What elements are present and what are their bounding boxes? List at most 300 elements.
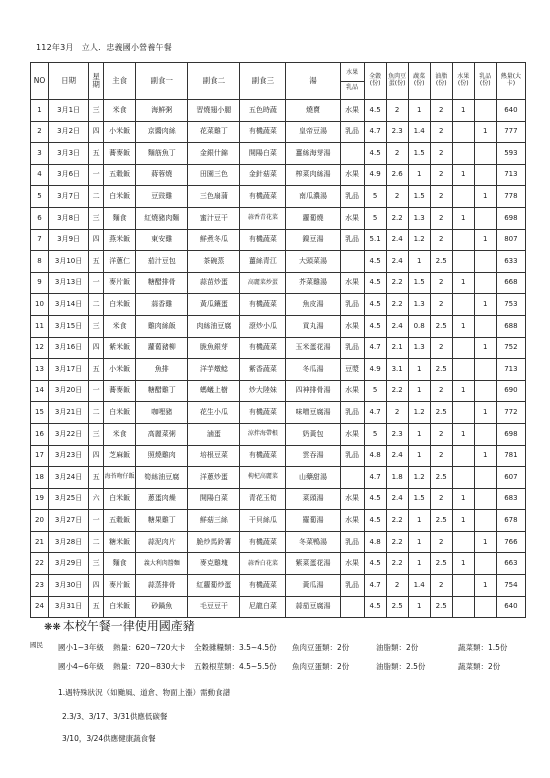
cell-oil: 2	[430, 121, 452, 143]
cell-grains: 4.8	[364, 445, 386, 467]
cell-kcal: 778	[496, 186, 525, 208]
cell-fruit-serving: 1	[452, 164, 474, 186]
cell-oil: 2.5	[430, 467, 452, 489]
cell-weekday: 四	[89, 445, 104, 467]
cell-kcal: 713	[496, 164, 525, 186]
header-weekday: 星期	[89, 63, 104, 100]
cell-kcal: 683	[496, 488, 525, 510]
header-side1: 副食一	[136, 63, 188, 100]
cell-side2: 黃瓜鑲蛋	[188, 294, 240, 316]
cell-side2: 螞蟻上樹	[188, 380, 240, 402]
cell-soup: 大頭菜湯	[286, 251, 340, 273]
cell-staple: 燕米飯	[104, 229, 136, 251]
cell-soup: 玉米蛋花湯	[286, 337, 340, 359]
nutrition-grade: 國小4~6年級	[58, 662, 104, 671]
cell-fruit-serving: 1	[452, 553, 474, 575]
cell-veg: 1.5	[408, 272, 430, 294]
cell-soup: 紫菜蛋花湯	[286, 553, 340, 575]
cell-fruit-or-milk: 水果	[340, 488, 364, 510]
cell-weekday: 三	[89, 207, 104, 229]
table-row	[31, 121, 526, 143]
cell-veg: 1	[408, 531, 430, 553]
cell-fruit-or-milk: 水果	[340, 272, 364, 294]
cell-date: 3月1日	[49, 100, 89, 122]
cell-oil: 2.5	[430, 315, 452, 337]
cell-protein: 2	[386, 402, 408, 424]
cell-grains: 5.1	[364, 229, 386, 251]
cell-date: 3月31日	[49, 596, 89, 618]
cell-fruit-serving	[452, 467, 474, 489]
cell-date: 3月20日	[49, 380, 89, 402]
cell-oil: 2	[430, 445, 452, 467]
cell-no: 11	[31, 315, 49, 337]
cell-fruit-or-milk: 乳品	[340, 445, 364, 467]
cell-no: 23	[31, 575, 49, 597]
cell-soup: 雲吞湯	[286, 445, 340, 467]
cell-no: 24	[31, 596, 49, 618]
cell-milk-serving	[474, 359, 496, 381]
cell-veg: 1.3	[408, 337, 430, 359]
cell-staple: 麵食	[104, 207, 136, 229]
cell-oil: 2	[430, 337, 452, 359]
cell-fruit-or-milk: 水果	[340, 315, 364, 337]
cell-grains: 5	[364, 423, 386, 445]
cell-oil: 2	[430, 488, 452, 510]
cell-veg: 1.3	[408, 294, 430, 316]
cell-fruit-serving	[452, 294, 474, 316]
cell-oil: 2	[430, 164, 452, 186]
cell-oil: 2	[430, 575, 452, 597]
cell-soup: 山藥甜湯	[286, 467, 340, 489]
cell-side2: 田園三色	[188, 164, 240, 186]
cell-veg: 1.5	[408, 186, 430, 208]
cell-side1: 魚排	[136, 359, 188, 381]
cell-fruit-serving: 1	[452, 380, 474, 402]
cell-side2: 鮮煮冬瓜	[188, 229, 240, 251]
cell-side2: 毛豆豆干	[188, 596, 240, 618]
cell-side1: 蒜蒸排骨	[136, 575, 188, 597]
cell-kcal: 688	[496, 315, 525, 337]
cell-oil: 2	[430, 186, 452, 208]
cell-veg: 1.4	[408, 121, 430, 143]
cell-protein: 1.8	[386, 467, 408, 489]
nutrition-veg: 蔬菜類：2份	[458, 662, 501, 671]
cell-veg: 1.2	[408, 402, 430, 424]
cell-milk-serving	[474, 100, 496, 122]
cell-fruit-serving	[452, 143, 474, 165]
cell-fruit-or-milk: 水果	[340, 510, 364, 532]
cell-side2: 培根豆菜	[188, 445, 240, 467]
cell-veg: 1	[408, 359, 430, 381]
cell-milk-serving: 1	[474, 445, 496, 467]
header-milk-serving: 乳品(份)	[474, 63, 496, 100]
cell-protein: 2	[386, 143, 408, 165]
cell-soup: 薑絲海芽湯	[286, 143, 340, 165]
cell-oil: 2.5	[430, 596, 452, 618]
cell-weekday: 一	[89, 510, 104, 532]
cell-side1: 蒜香雞	[136, 294, 188, 316]
cell-kcal: 663	[496, 553, 525, 575]
cell-fruit-or-milk	[340, 251, 364, 273]
cell-kcal: 752	[496, 337, 525, 359]
cell-weekday: 二	[89, 531, 104, 553]
cell-grains: 4.7	[364, 337, 386, 359]
cell-date: 3月17日	[49, 359, 89, 381]
cell-milk-serving: 1	[474, 229, 496, 251]
cell-oil: 2	[430, 380, 452, 402]
cell-milk-serving	[474, 380, 496, 402]
cell-protein: 2.6	[386, 164, 408, 186]
cell-protein: 2.2	[386, 553, 408, 575]
star-bullet-icon: ❋❋	[44, 622, 61, 633]
cell-staple: 小米飯	[104, 359, 136, 381]
cell-side1: 京醬肉絲	[136, 121, 188, 143]
header-milk-label: 乳品	[341, 81, 364, 92]
cell-staple: 五穀飯	[104, 164, 136, 186]
cell-side3: 涼拌海帶根	[240, 423, 286, 445]
nutrition-oil: 油脂類：2份	[376, 643, 419, 652]
cell-grains: 5	[364, 186, 386, 208]
cell-weekday: 三	[89, 553, 104, 575]
cell-side2: 開陽白菜	[188, 488, 240, 510]
cell-date: 3月10日	[49, 251, 89, 273]
header-no: NO	[31, 63, 49, 100]
cell-side2: 鮮菇三絲	[188, 510, 240, 532]
cell-protein: 2.4	[386, 251, 408, 273]
cell-side3: 尼龍白菜	[240, 596, 286, 618]
header-side2: 副食二	[188, 63, 240, 100]
cell-oil: 2	[430, 100, 452, 122]
cell-soup: 黃瓜湯	[286, 575, 340, 597]
cell-date: 3月25日	[49, 488, 89, 510]
cell-side3: 有機蔬菜	[240, 186, 286, 208]
cell-fruit-or-milk	[340, 596, 364, 618]
cell-date: 3月22日	[49, 423, 89, 445]
cell-side1: 東安雞	[136, 229, 188, 251]
cell-staple: 海苔吻仔飯	[104, 467, 136, 489]
cell-side2: 花生小瓜	[188, 402, 240, 424]
cell-side3: 紫香蔬菜	[240, 359, 286, 381]
cell-fruit-serving: 1	[452, 207, 474, 229]
cell-kcal: 713	[496, 359, 525, 381]
table-row	[31, 575, 526, 597]
table-row	[31, 380, 526, 402]
cell-no: 8	[31, 251, 49, 273]
cell-weekday: 四	[89, 121, 104, 143]
cell-date: 3月29日	[49, 553, 89, 575]
cell-side3: 蒜香青花菜	[240, 207, 286, 229]
cell-side2: 麥克雞塊	[188, 553, 240, 575]
cell-kcal: 633	[496, 251, 525, 273]
cell-date: 3月13日	[49, 272, 89, 294]
cell-staple: 糖米飯	[104, 531, 136, 553]
nutrition-veg: 蔬菜類：1.5份	[458, 643, 508, 652]
cell-grains: 4.5	[364, 294, 386, 316]
cell-protein: 2.2	[386, 510, 408, 532]
cell-veg: 1.2	[408, 229, 430, 251]
header-veg: 蔬菜(份)	[408, 63, 430, 100]
table-row	[31, 315, 526, 337]
menu-table-body	[31, 100, 526, 618]
cell-date: 3月8日	[49, 207, 89, 229]
rule-item: 2.3/3、3/17、3/31供應低碳餐	[62, 712, 168, 721]
cell-fruit-or-milk: 水果	[340, 380, 364, 402]
cell-no: 10	[31, 294, 49, 316]
cell-side3: 有機蔬菜	[240, 337, 286, 359]
cell-side3: 干貝絲瓜	[240, 510, 286, 532]
cell-staple: 芝麻飯	[104, 445, 136, 467]
cell-weekday: 一	[89, 164, 104, 186]
cell-no: 5	[31, 186, 49, 208]
cell-grains: 4.5	[364, 488, 386, 510]
table-row	[31, 100, 526, 122]
cell-veg: 1	[408, 596, 430, 618]
cell-veg: 1	[408, 164, 430, 186]
cell-side3: 滾炒小瓜	[240, 315, 286, 337]
cell-veg: 1	[408, 423, 430, 445]
cell-side2: 洋芋燉鯰	[188, 359, 240, 381]
nutrition-grains: 全穀雜糧類：3.5~4.5份	[194, 643, 277, 652]
nutrition-grains: 五穀根莖類：4.5~5.5份	[194, 662, 277, 671]
table-row	[31, 143, 526, 165]
cell-fruit-or-milk: 乳品	[340, 229, 364, 251]
cell-staple: 白米飯	[104, 186, 136, 208]
cell-no: 14	[31, 380, 49, 402]
cell-date: 3月15日	[49, 315, 89, 337]
cell-fruit-or-milk: 水果	[340, 423, 364, 445]
cell-weekday: 五	[89, 596, 104, 618]
cell-side2: 紅蘿蔔炒蛋	[188, 575, 240, 597]
cell-kcal: 593	[496, 143, 525, 165]
cell-no: 16	[31, 423, 49, 445]
cell-fruit-serving	[452, 251, 474, 273]
cell-side2: 脆炒馬鈴薯	[188, 531, 240, 553]
header-fruit-serving: 水果(份)	[452, 63, 474, 100]
cell-milk-serving	[474, 488, 496, 510]
cell-soup: 南瓜濃湯	[286, 186, 340, 208]
table-row	[31, 467, 526, 489]
cell-protein: 2.2	[386, 531, 408, 553]
nutrition-heading: 國民	[30, 641, 43, 649]
cell-side3: 有機蔬菜	[240, 531, 286, 553]
table-row	[31, 337, 526, 359]
cell-soup: 魚皮湯	[286, 294, 340, 316]
cell-date: 3月6日	[49, 164, 89, 186]
cell-side1: 糖醋雞丁	[136, 380, 188, 402]
cell-date: 3月28日	[49, 531, 89, 553]
cell-protein: 2.4	[386, 445, 408, 467]
cell-side3: 薑絲青江	[240, 251, 286, 273]
cell-protein: 2.3	[386, 121, 408, 143]
cell-no: 6	[31, 207, 49, 229]
cell-grains: 4.9	[364, 164, 386, 186]
cell-side3: 有機蔬菜	[240, 121, 286, 143]
cell-no: 19	[31, 488, 49, 510]
header-kcal: 熱量(大卡)	[496, 63, 525, 100]
pork-origin-note	[44, 617, 195, 634]
cell-soup: 四神排骨湯	[286, 380, 340, 402]
cell-staple: 麵食	[104, 553, 136, 575]
table-row	[31, 251, 526, 273]
nutrition-grade: 國小1~3年級	[58, 643, 104, 652]
cell-side1: 咖哩豬	[136, 402, 188, 424]
cell-side2: 習燒翅小腿	[188, 100, 240, 122]
cell-veg: 1.5	[408, 488, 430, 510]
header-staple: 主食	[104, 63, 136, 100]
table-row	[31, 186, 526, 208]
cell-kcal: 753	[496, 294, 525, 316]
cell-soup: 皇帝豆湯	[286, 121, 340, 143]
cell-staple: 五穀飯	[104, 510, 136, 532]
cell-protein: 2.2	[386, 272, 408, 294]
cell-fruit-or-milk: 豆漿	[340, 359, 364, 381]
cell-protein: 2.4	[386, 315, 408, 337]
cell-side3: 有機蔬菜	[240, 229, 286, 251]
cell-side1: 海鮮粥	[136, 100, 188, 122]
cell-fruit-or-milk: 乳品	[340, 337, 364, 359]
cell-side3: 五色時蔬	[240, 100, 286, 122]
cell-kcal: 754	[496, 575, 525, 597]
cell-side3: 有機蔬菜	[240, 402, 286, 424]
cell-oil: 2	[430, 423, 452, 445]
cell-weekday: 五	[89, 143, 104, 165]
cell-soup: 芥菜雞湯	[286, 272, 340, 294]
cell-no: 15	[31, 402, 49, 424]
cell-weekday: 三	[89, 100, 104, 122]
cell-kcal: 781	[496, 445, 525, 467]
cell-grains: 4.5	[364, 553, 386, 575]
cell-protein: 2.4	[386, 488, 408, 510]
cell-date: 3月7日	[49, 186, 89, 208]
cell-milk-serving: 1	[474, 186, 496, 208]
cell-weekday: 四	[89, 575, 104, 597]
cell-oil: 2	[430, 272, 452, 294]
cell-side3: 青花玉筍	[240, 488, 286, 510]
cell-date: 3月27日	[49, 510, 89, 532]
table-row	[31, 207, 526, 229]
cell-fruit-or-milk: 乳品	[340, 186, 364, 208]
cell-milk-serving	[474, 553, 496, 575]
cell-date: 3月2日	[49, 121, 89, 143]
cell-fruit-serving: 1	[452, 488, 474, 510]
cell-kcal: 777	[496, 121, 525, 143]
header-side3: 副食三	[240, 63, 286, 100]
cell-no: 1	[31, 100, 49, 122]
cell-date: 3月21日	[49, 402, 89, 424]
cell-weekday: 三	[89, 423, 104, 445]
cell-milk-serving	[474, 510, 496, 532]
cell-kcal: 772	[496, 402, 525, 424]
cell-milk-serving	[474, 596, 496, 618]
cell-veg: 0.8	[408, 315, 430, 337]
cell-no: 20	[31, 510, 49, 532]
table-row	[31, 423, 526, 445]
cell-side1: 雞肉絲飯	[136, 315, 188, 337]
table-row	[31, 272, 526, 294]
cell-fruit-serving: 1	[452, 272, 474, 294]
cell-kcal: 640	[496, 100, 525, 122]
cell-soup: 蒜茄豆腐湯	[286, 596, 340, 618]
cell-staple: 米食	[104, 100, 136, 122]
cell-staple: 洋蔥仁	[104, 251, 136, 273]
cell-staple: 米食	[104, 315, 136, 337]
cell-staple: 麥片飯	[104, 272, 136, 294]
header-oil: 油脂(份)	[430, 63, 452, 100]
cell-side1: 糖醋排骨	[136, 272, 188, 294]
cell-grains: 4.7	[364, 575, 386, 597]
nutrition-protein: 魚肉豆蛋類：2份	[292, 662, 350, 671]
cell-side1: 蘿蔔豬柳	[136, 337, 188, 359]
cell-kcal: 607	[496, 467, 525, 489]
header-grains: 全穀(份)	[364, 63, 386, 100]
table-header-row	[31, 63, 526, 100]
cell-side3: 炒大陸妹	[240, 380, 286, 402]
cell-side2: 肉絲油豆腐	[188, 315, 240, 337]
cell-fruit-serving: 1	[452, 315, 474, 337]
cell-date: 3月9日	[49, 229, 89, 251]
cell-fruit-serving	[452, 575, 474, 597]
cell-protein: 2.5	[386, 596, 408, 618]
cell-soup: 蘿蔔燒	[286, 207, 340, 229]
cell-kcal: 766	[496, 531, 525, 553]
cell-side2: 蒜苗炒蛋	[188, 272, 240, 294]
cell-grains: 4.5	[364, 251, 386, 273]
cell-fruit-or-milk: 乳品	[340, 294, 364, 316]
cell-staple: 白米飯	[104, 596, 136, 618]
table-row	[31, 229, 526, 251]
cell-protein: 3.1	[386, 359, 408, 381]
cell-no: 18	[31, 467, 49, 489]
cell-milk-serving	[474, 272, 496, 294]
cell-staple: 小米飯	[104, 121, 136, 143]
cell-oil: 2	[430, 294, 452, 316]
cell-weekday: 二	[89, 294, 104, 316]
cell-milk-serving	[474, 251, 496, 273]
nutrition-kcal: 熱量：720~830大卡	[113, 662, 186, 671]
cell-soup: 鎳豆湯	[286, 229, 340, 251]
cell-grains: 4.5	[364, 596, 386, 618]
lunch-menu-table	[30, 62, 526, 618]
cell-staple: 蕎麥飯	[104, 143, 136, 165]
cell-milk-serving	[474, 207, 496, 229]
cell-no: 4	[31, 164, 49, 186]
cell-side1: 筍絲油豆腐	[136, 467, 188, 489]
cell-fruit-serving	[452, 229, 474, 251]
nutrition-kcal: 熱量：620~720大卡	[113, 643, 186, 652]
cell-veg: 1.5	[408, 143, 430, 165]
header-soup: 湯	[286, 63, 340, 100]
cell-staple: 麥片飯	[104, 575, 136, 597]
cell-soup: 冬菜鴨湯	[286, 531, 340, 553]
cell-side1: 蔣蓉燒	[136, 164, 188, 186]
cell-date: 3月14日	[49, 294, 89, 316]
cell-kcal: 807	[496, 229, 525, 251]
cell-weekday: 五	[89, 467, 104, 489]
cell-side1: 高麗菜粥	[136, 423, 188, 445]
cell-weekday: 三	[89, 315, 104, 337]
header-fruit-label: 水果	[346, 69, 359, 77]
cell-oil: 2	[430, 207, 452, 229]
cell-no: 12	[31, 337, 49, 359]
cell-milk-serving: 1	[474, 294, 496, 316]
table-row	[31, 553, 526, 575]
cell-date: 3月23日	[49, 445, 89, 467]
cell-side2: 滷蛋	[188, 423, 240, 445]
cell-fruit-serving	[452, 596, 474, 618]
cell-fruit-or-milk: 水果	[340, 100, 364, 122]
cell-soup: 貢丸湯	[286, 315, 340, 337]
header-date: 日期	[49, 63, 89, 100]
